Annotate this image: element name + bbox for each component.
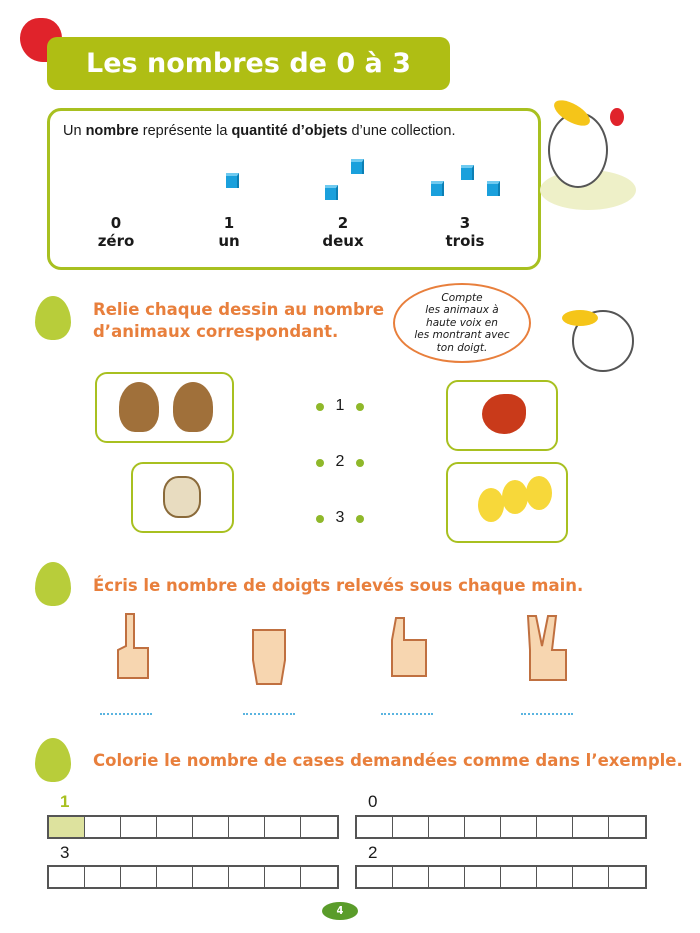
grid-cell[interactable]	[609, 817, 645, 837]
answer-line-3[interactable]	[381, 713, 433, 715]
grid-cell[interactable]	[121, 817, 157, 837]
cube-icon	[431, 181, 444, 196]
answer-line-1[interactable]	[100, 713, 152, 715]
exercise2-heading: Écris le nombre de doigts relevés sous chaque main.	[93, 576, 584, 595]
grid-cell[interactable]	[157, 867, 193, 887]
connect-dot-right-3[interactable]	[356, 515, 364, 523]
grid-cell[interactable]	[85, 817, 121, 837]
connect-dot-right-2[interactable]	[356, 459, 364, 467]
grid-cell[interactable]	[501, 817, 537, 837]
grid-cell[interactable]	[265, 817, 301, 837]
cube-icon	[325, 185, 338, 200]
picture-one-rooster[interactable]	[446, 380, 558, 451]
cube-icon	[351, 159, 364, 174]
grid-cell[interactable]	[157, 817, 193, 837]
grid-cell[interactable]	[393, 867, 429, 887]
rooster-egg-icon	[35, 562, 71, 606]
hand-one-finger-icon	[112, 612, 158, 684]
color-grid-2	[355, 865, 647, 889]
grid-cell[interactable]	[301, 817, 337, 837]
grid-cell[interactable]	[537, 817, 573, 837]
number-0: 0 zéro	[97, 214, 135, 250]
cube-icon	[461, 165, 474, 180]
definition-box	[47, 108, 541, 270]
grid-cell[interactable]	[393, 817, 429, 837]
exercise1-heading: Relie chaque dessin au nombre d’animaux correspondant.	[93, 300, 385, 341]
cube-icon	[226, 173, 239, 188]
chick-icon	[526, 476, 552, 510]
hedgehog-icon	[119, 382, 159, 432]
hen-beak	[562, 310, 598, 326]
answer-line-4[interactable]	[521, 713, 573, 715]
connect-dot-left-3[interactable]	[316, 515, 324, 523]
grid-cell[interactable]	[49, 867, 85, 887]
exercise3-heading: Colorie le nombre de cases demandées comme dans l’exemple.	[93, 751, 683, 770]
connect-dot-left-1[interactable]	[316, 403, 324, 411]
hand-two-fingers-icon	[524, 612, 570, 684]
grid-cell[interactable]	[49, 817, 85, 837]
grid-cell[interactable]	[229, 867, 265, 887]
grid-cell[interactable]	[609, 867, 645, 887]
grid-cell[interactable]	[229, 817, 265, 837]
grid-cell[interactable]	[121, 867, 157, 887]
choice-1: 1	[335, 397, 345, 414]
answer-line-2[interactable]	[243, 713, 295, 715]
grid-label-0: 0	[368, 792, 378, 811]
number-1: 1 un	[218, 214, 240, 250]
grid-cell[interactable]	[193, 867, 229, 887]
hand-fist-icon	[247, 620, 293, 692]
number-3: 3 trois	[445, 214, 485, 250]
hedgehog-icon	[173, 382, 213, 432]
grid-cell[interactable]	[537, 867, 573, 887]
picture-two-hedgehogs[interactable]	[95, 372, 234, 443]
connect-dot-left-2[interactable]	[316, 459, 324, 467]
grid-cell[interactable]	[465, 867, 501, 887]
grid-label-2: 2	[368, 843, 378, 862]
bird-egg-icon	[35, 738, 71, 782]
picture-one-cow[interactable]	[131, 462, 234, 533]
rooster-icon	[482, 394, 526, 434]
grid-cell[interactable]	[465, 817, 501, 837]
grid-cell[interactable]	[573, 867, 609, 887]
chick-egg-icon	[35, 296, 71, 340]
grid-cell[interactable]	[357, 817, 393, 837]
choice-3: 3	[335, 509, 345, 526]
chick-icon	[478, 488, 504, 522]
grid-cell[interactable]	[573, 817, 609, 837]
definition-text: Un nombre représente la quantité d’objets d’une collection.	[63, 123, 456, 139]
color-grid-0	[355, 815, 647, 839]
grid-cell[interactable]	[85, 867, 121, 887]
grid-cell[interactable]	[193, 817, 229, 837]
grid-cell[interactable]	[301, 867, 337, 887]
color-grid-1	[47, 815, 339, 839]
page-number: 4	[322, 902, 358, 920]
chick-icon	[502, 480, 528, 514]
grid-cell[interactable]	[265, 867, 301, 887]
hand-thumb-icon	[386, 614, 432, 686]
grid-cell[interactable]	[357, 867, 393, 887]
speech-bubble: Compte les animaux à haute voix en les montrant avec ton doigt.	[393, 283, 531, 363]
hen-comb	[610, 108, 624, 126]
grid-cell[interactable]	[501, 867, 537, 887]
choice-2: 2	[335, 453, 345, 470]
grid-label-3: 3	[60, 843, 70, 862]
number-2: 2 deux	[322, 214, 364, 250]
grid-label-1: 1	[60, 792, 70, 811]
grid-cell[interactable]	[429, 817, 465, 837]
page-title: Les nombres de 0 à 3	[47, 37, 450, 90]
grid-cell[interactable]	[429, 867, 465, 887]
connect-dot-right-1[interactable]	[356, 403, 364, 411]
picture-three-chicks[interactable]	[446, 462, 568, 543]
cow-icon	[163, 476, 201, 518]
color-grid-3	[47, 865, 339, 889]
cube-icon	[487, 181, 500, 196]
